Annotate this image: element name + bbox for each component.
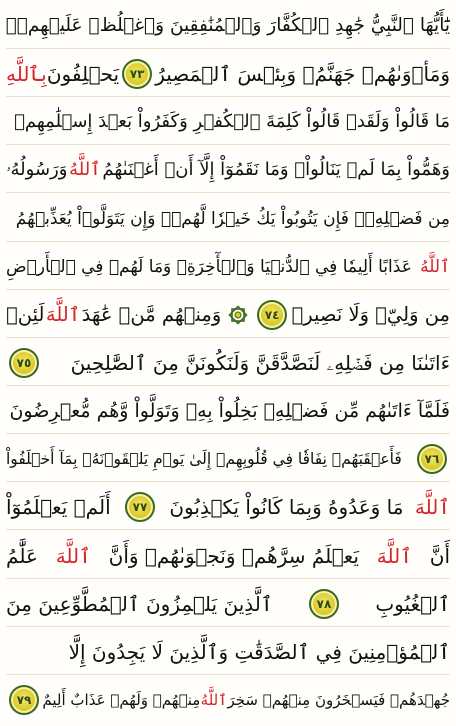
ayah-number-marker: ٧٦: [417, 444, 447, 474]
text-line: [6, 293, 450, 338]
divine-name-text: ٱللَّهَ: [376, 543, 412, 568]
verse-text: وَمِنۡهُم مَّنۡ عَٰهَدَ: [81, 302, 222, 326]
verse-text: ٱلۡغُيُوبِ: [375, 591, 450, 616]
verse-text: يَعۡلَمُ سِرَّهُمۡ وَنَجۡوَىٰهُمۡ وَأَنَّ: [108, 543, 359, 568]
verse-text: فَلَمَّآ ءَاتَىٰهُم مِّن فَضۡلِهِۦ بَخِلُواْ بِهِۦ وَتَوَلَّواْ وَّهُم مُّعۡرِضُونَ: [9, 400, 450, 423]
ayah-number-marker: ٧٨: [309, 589, 339, 619]
verse-text: يَحۡلِفُونَ: [46, 62, 120, 87]
text-line: [6, 100, 450, 145]
ayah-number-marker: ٧٩: [9, 685, 39, 715]
verse-text: مَا وَعَدُوهُ وَبِمَا كَانُواْ يَكۡذِبُونَ: [169, 495, 404, 520]
divine-name-text: بِٱللَّهِ: [6, 62, 47, 87]
divine-name-text: ٱللَّهَ: [55, 543, 91, 568]
text-line: [6, 4, 450, 49]
verse-text: ٱلۡمُؤۡمِنِينَ فِي ٱلصَّدَقَٰتِ وَٱلَّذِينَ لَا يَجِدُونَ إِلَّا: [68, 639, 450, 664]
text-line: [6, 485, 450, 530]
ayah-number-marker: ٧٥: [9, 348, 39, 378]
verse-text: عَذَابًا أَلِيمٗا فِي ٱلدُّنۡيَا وَٱلۡأٓخِرَةِۚ وَمَا لَهُمۡ فِي ٱلۡأَرۡضِ: [6, 256, 412, 277]
ayah-number-marker: ٧٧: [125, 492, 155, 522]
verse-text: ءَاتَىٰنَا مِن فَضۡلِهِۦ لَنَصَّدَّقَنَّ وَلَنَكُونَنَّ مِنَ ٱلصَّٰلِحِينَ: [70, 350, 450, 375]
text-line: [6, 197, 450, 242]
verse-text: جُهۡدَهُمۡ فَيَسۡخَرُونَ مِنۡهُمۡ سَخِرَ: [227, 690, 450, 709]
divine-name-text: ٱللَّهُ: [69, 159, 101, 181]
rub-el-hizb-icon: [226, 303, 250, 327]
ayah-number-marker: ٧٣: [122, 59, 152, 89]
verse-text: يَٰٓأَيُّهَا ٱلنَّبِيُّ جَٰهِدِ ٱلۡكُفَّارَ وَٱلۡمُنَٰفِقِينَ وَٱغۡلُظۡ عَلَيۡهِمۡۚ: [6, 15, 450, 36]
text-line: [6, 52, 450, 97]
divine-name-text: ٱللَّهَ: [45, 302, 81, 326]
divine-name-text: ٱللَّهُ: [200, 690, 228, 709]
verse-text: ٱلَّذِينَ يَلۡمِزُونَ ٱلۡمُطَّوِّعِينَ مِنَ: [6, 591, 273, 616]
text-line: [6, 582, 450, 627]
ayah-number-marker: ٧٤: [257, 300, 287, 330]
text-lines: [6, 4, 450, 722]
text-line: [6, 341, 450, 386]
verse-text: مِن فَضۡلِهِۦۚ فَإِن يَتُوبُواْ يَكُ خَيۡرٗا لَّهُمۡۖ وَإِن يَتَوَلَّوۡاْ يُعَذِّبۡهُمُ: [15, 208, 450, 229]
text-line: [6, 389, 450, 434]
text-line: [6, 148, 450, 193]
verse-text: مِنۡهُمۡ وَلَهُمۡ عَذَابٌ أَلِيمٌ: [42, 690, 201, 709]
verse-text: وَرَسُولُهُۥ: [6, 159, 68, 181]
verse-text: وَهَمُّواْ بِمَا لَمۡ يَنَالُواْۚ وَمَا نَقَمُوٓاْ إِلَّآ أَنۡ أَغۡنَىٰهُمُ: [102, 159, 450, 181]
verse-text: مَا قَالُواْ وَلَقَدۡ قَالُواْ كَلِمَةَ ٱلۡكُفۡرِ وَكَفَرُواْ بَعۡدَ إِسۡلَٰمِهِمۡ: [14, 111, 450, 133]
verse-text: وَمَأۡوَىٰهُمۡ جَهَنَّمُۖ وَبِئۡسَ ٱلۡمَصِيرُ: [155, 62, 450, 87]
verse-text: عَلَّٰمُ: [6, 543, 38, 568]
text-line: [6, 245, 450, 290]
text-line: [6, 437, 450, 482]
verse-text: أَنَّ: [429, 543, 450, 568]
verse-text: فَأَعۡقَبَهُمۡ نِفَاقٗا فِي قُلُوبِهِمۡ إِلَىٰ يَوۡمِ يَلۡقَوۡنَهُۥ بِمَآ أَخۡلَفُواْ: [6, 450, 402, 469]
text-line: [6, 678, 450, 722]
verse-text: أَلَمۡ يَعۡلَمُوٓاْ: [6, 495, 111, 520]
text-line: [6, 534, 450, 579]
divine-name-text: ٱللَّهُ: [420, 256, 450, 277]
text-line: [6, 630, 450, 675]
verse-text: مِن وَلِيّٖ وَلَا نَصِيرٖ: [291, 302, 450, 326]
divine-name-text: ٱللَّهَ: [414, 495, 450, 520]
verse-text: لَئِنۡ: [6, 302, 45, 326]
